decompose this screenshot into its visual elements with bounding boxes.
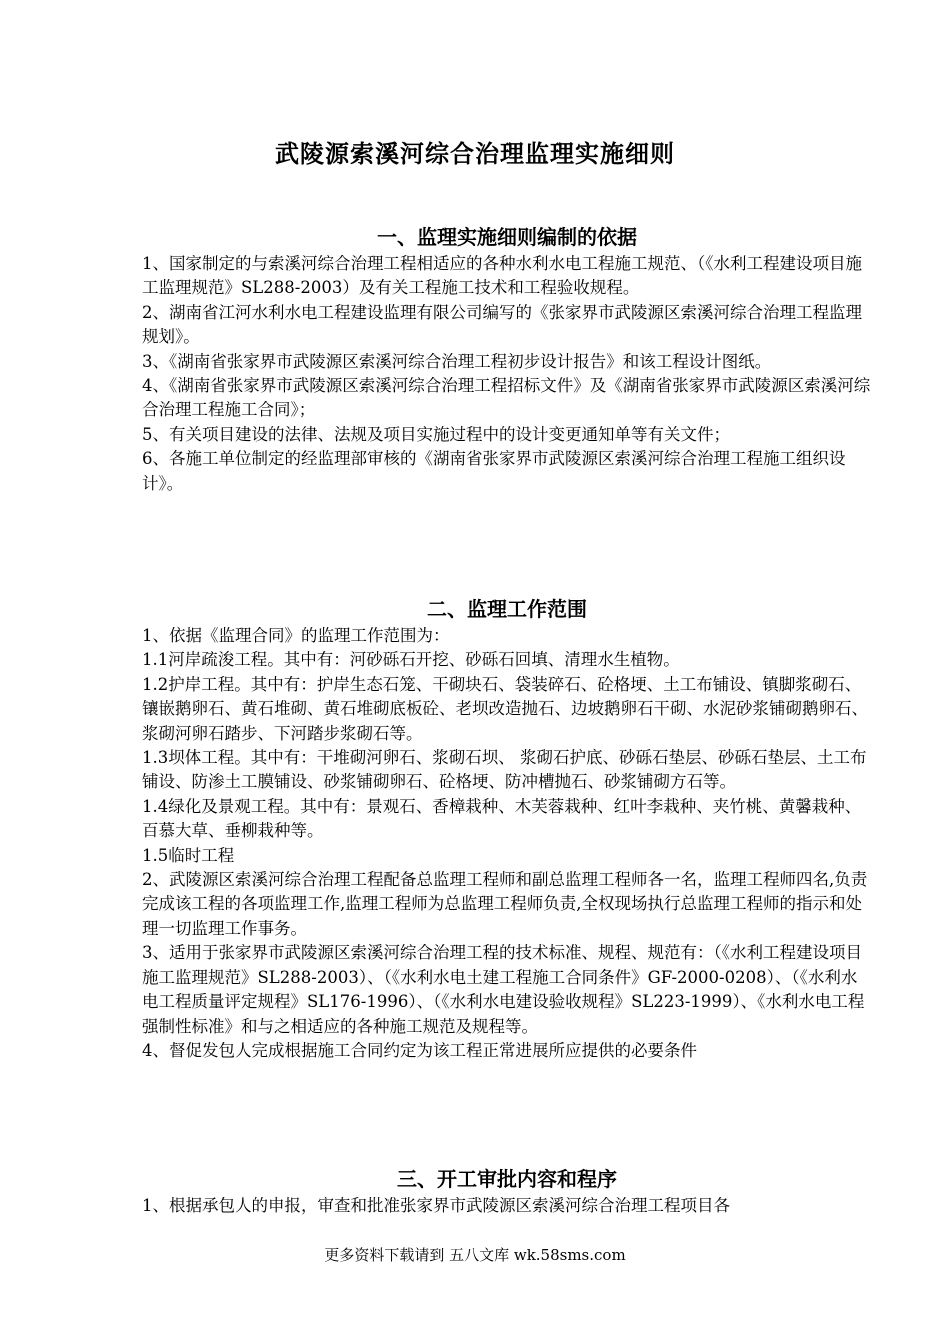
paragraph: 1.2护岸工程。其中有：护岸生态石笼、干砌块石、袋装碎石、砼格埂、土工布铺设、镇脚浆砌石、镶嵌鹅卵石、黄石堆砌、黄石堆砌底板砼、老坝改造抛石、边坡鹅卵石干砌、水泥砂浆铺砌鹅卵石、浆砌河卵石踏步、下河踏步浆砌石等。 [142,674,868,743]
paragraph: 3、《湖南省张家界市武陵源区索溪河综合治理工程初步设计报告》和该工程设计图纸。 [142,351,772,371]
paragraph: 1、依据《监理合同》的监理工作范围为： [142,626,450,645]
paragraph: 1、国家制定的与索溪河综合治理工程相适应的各种水利水电工程施工规范、（《水利工程建设项目施工监理规范》SL288-2003）及有关工程施工技术和工程验收规程。 [142,254,862,298]
paragraph: 1.5临时工程 [142,845,235,865]
download-footer: 更多资料下载请到 五八文库 wk.58sms.com [324,1246,626,1264]
paragraph: 5、有关项目建设的法律、法规及项目实施过程中的设计变更通知单等有关文件； [142,424,730,444]
paragraph: 3、适用于张家界市武陵源区索溪河综合治理工程的技术标准、规程、规范有：（《水利工程建设项目施工监理规范》SL288-2003）、（《水利水电土建工程施工合同条件》GF-2000-0208）、（《水利水电工程质量评定规程》SL176-1996）、（《水利水电建设验收规程》SL223-1999）、《水利水电工程强制性标准》和与之相适应的各种施工规范及规程等。 [142,943,865,1036]
section-approval [142,1164,872,1218]
document-title: 武陵源索溪河综合治理监理实施细则 [275,140,675,168]
paragraph: 1.3坝体工程。其中有：干堆砌河卵石、浆砌石坝、 浆砌石护底、砂砾石垫层、砂砾石垫层、土工布铺设、防渗土工膜铺设、砂浆铺砌卵石、砼格埂、防冲槽抛石、砂浆铺砌方石等。 [142,748,867,792]
paragraph: 2、湖南省江河水利水电工程建设监理有限公司编写的《张家界市武陵源区索溪河综合治理工程监理规划》。 [142,302,862,347]
paragraph: 6、各施工单位制定的经监理部审核的《湖南省张家界市武陵源区索溪河综合治理工程施工组织设计》。 [142,449,846,493]
paragraph: 4、督促发包人完成根据施工合同约定为该工程正常进展所应提供的必要条件 [142,1040,697,1060]
paragraph: 4、《湖南省张家界市武陵源区索溪河综合治理工程招标文件》及《湖南省张家界市武陵源区索溪河综合治理工程施工合同》； [142,376,871,420]
paragraph: 1.4绿化及景观工程。其中有：景观石、香樟栽种、木芙蓉栽种、红叶李栽种、夹竹桃、黄馨栽种、百慕大草、垂柳栽种等。 [142,796,862,841]
section-heading: 三、开工审批内容和程序 [397,1167,617,1191]
section-basis [142,222,872,496]
paragraph: 1、根据承包人的申报，审查和批准张家界市武陵源区索溪河综合治理工程项目各 [142,1196,730,1215]
section-heading: 二、监理工作范围 [427,597,587,621]
section-scope [142,594,872,1063]
paragraph: 2、武陵源区索溪河综合治理工程配备总监理工程师和副总监理工程师各一名，监理工程师四名,负责完成该工程的各项监理工作,监理工程师为总监理工程师负责,全权现场执行总监理工程师的指示和处理一切监理工作事务。 [142,870,868,938]
section-heading: 一、监理实施细则编制的依据 [377,225,637,249]
paragraph: 1.1河岸疏浚工程。其中有：河砂砾石开挖、砂砾石回填、清理水生植物。 [142,650,680,670]
